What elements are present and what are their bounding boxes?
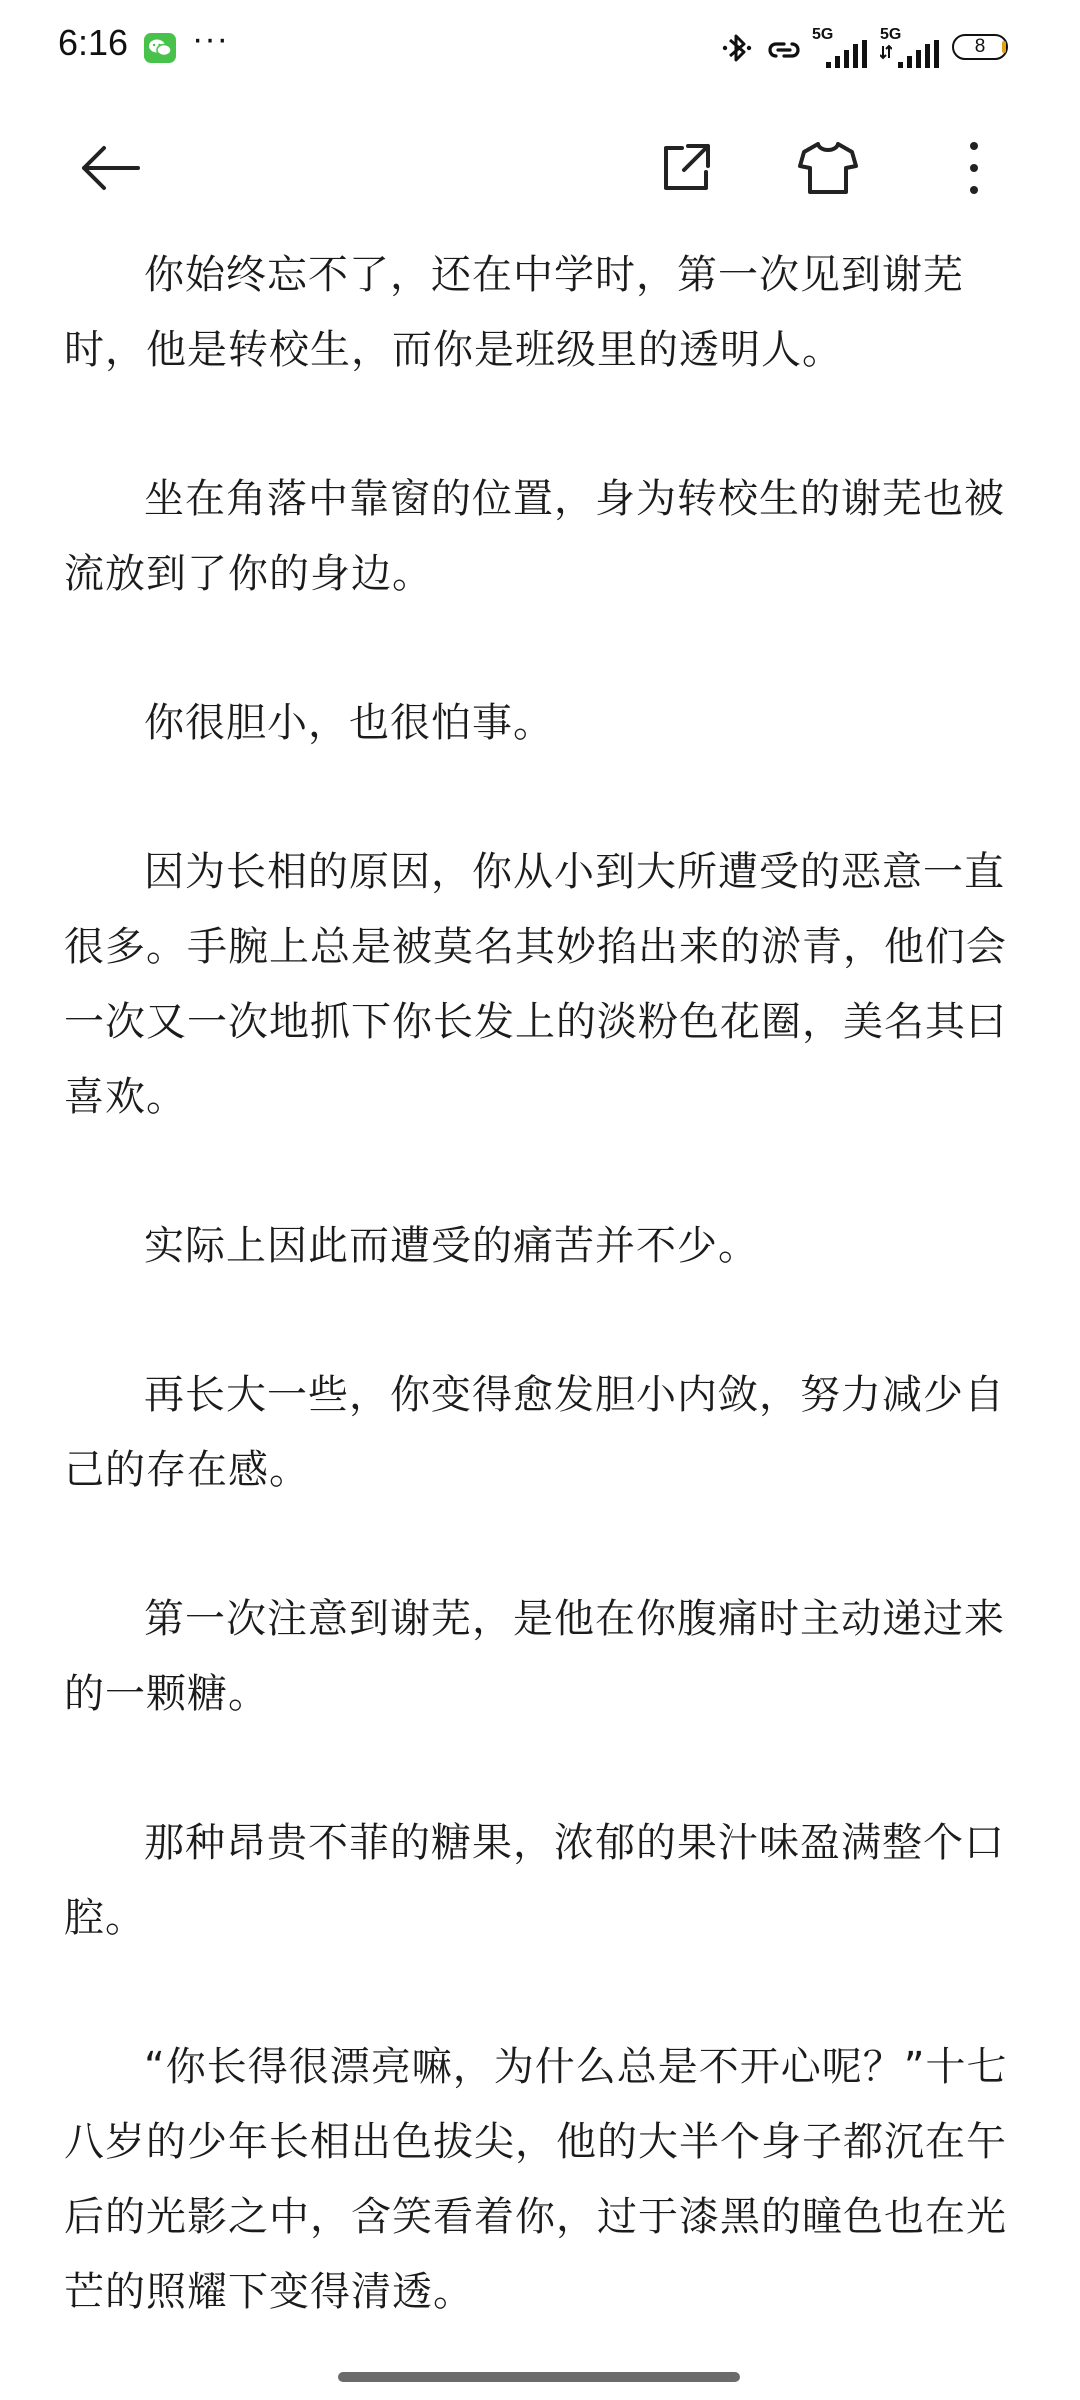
status-bar xyxy=(0,0,1080,100)
battery-level: 8 xyxy=(974,36,986,57)
tshirt-icon xyxy=(796,140,860,196)
hotspot-icon xyxy=(762,30,806,70)
bluetooth-icon xyxy=(720,30,754,70)
status-time: 6:16 xyxy=(58,22,129,63)
more-menu-button[interactable] xyxy=(938,132,1010,204)
signal-label: 5G xyxy=(812,26,834,43)
more-vertical-icon xyxy=(964,140,984,196)
article-paragraph: 实际上因此而遭受的痛苦并不少。 xyxy=(144,1223,759,1269)
signal-5g-icon xyxy=(812,26,872,70)
arrow-left-icon xyxy=(78,144,142,192)
external-link-icon xyxy=(658,140,714,196)
article-paragraph: 坐在角落中靠窗的位置，身为转校生的谢芜也被流放到了你的身边。 xyxy=(64,476,1005,597)
article-paragraph: 因为长相的原因，你从小到大所遭受的恶意一直很多。手腕上总是被莫名其妙掐出来的淤青，他们会一次又一次地抓下你长发上的淡粉色花圈，美名其曰喜欢。 xyxy=(64,849,1007,1120)
article-paragraph: “你长得很漂亮嘛，为什么总是不开心呢？”十七八岁的少年长相出色拔尖，他的大半个身子都沉在午后的光影之中，含笑看着你，过于漆黑的瞳色也在光芒的照耀下变得清透。 xyxy=(64,2044,1008,2315)
signal-5g-icon-2 xyxy=(880,26,944,70)
back-button[interactable] xyxy=(74,132,146,204)
theme-button[interactable] xyxy=(792,132,864,204)
share-button[interactable] xyxy=(650,132,722,204)
wechat-notification-icon xyxy=(144,33,176,63)
article-paragraph: 你很胆小，也很怕事。 xyxy=(144,700,554,746)
article-content xyxy=(64,238,1022,2400)
signal-label-2: 5G xyxy=(880,26,902,43)
article-paragraph: 第一次注意到谢芜，是他在你腹痛时主动递过来的一颗糖。 xyxy=(64,1596,1005,1717)
article-paragraph: 你始终忘不了，还在中学时，第一次见到谢芜时，他是转校生，而你是班级里的透明人。 xyxy=(64,252,964,373)
battery-icon xyxy=(952,34,1016,64)
reader-toolbar xyxy=(0,110,1080,220)
article-paragraph: 再长大一些，你变得愈发胆小内敛，努力减少自己的存在感。 xyxy=(64,1372,1005,1493)
home-indicator[interactable] xyxy=(338,2372,740,2382)
more-notifications-icon: ··· xyxy=(192,20,229,58)
article-paragraph: 那种昂贵不菲的糖果，浓郁的果汁味盈满整个口腔。 xyxy=(64,1820,1005,1941)
